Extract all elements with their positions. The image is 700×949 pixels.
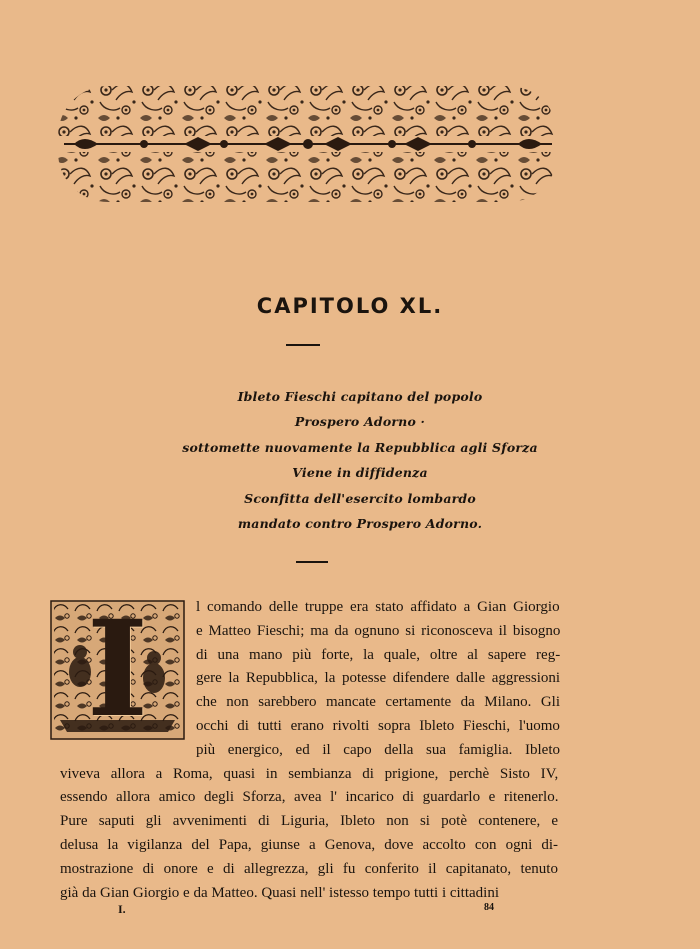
summary-line: Sconfitta dell'esercito lombardo bbox=[244, 490, 476, 506]
text-line: l comando delle truppe era stato affidato a Gian Giorgio bbox=[196, 599, 560, 615]
summary-line: Viene in diffidenza bbox=[292, 465, 428, 481]
summary-line: sottomette nuovamente la Repubblica agli Sforza bbox=[182, 439, 538, 455]
floral-ornament-icon bbox=[54, 80, 562, 208]
summary-line: mandato contro Prospero Adorno. bbox=[237, 516, 483, 532]
text-line: e Matteo Fieschi; ma da ognuno si riconosceva il bisogno bbox=[196, 622, 561, 639]
chapter-summary bbox=[40, 384, 680, 536]
text-line: già da Gian Giorgio e da Matteo. Quasi nell' istesso tempo tutti i cittadini bbox=[60, 884, 500, 901]
text-line: Pure saputi gli avvenimenti di Liguria, Ibleto non si potè contenere, e bbox=[60, 813, 559, 830]
decorative-header-ornament bbox=[54, 80, 562, 208]
text-line: più energico, ed il capo della sua famiglia. Ibleto bbox=[196, 741, 560, 758]
text-line: viveva allora a Roma, quasi in sembianza di prigione, perchè Sisto IV, bbox=[60, 765, 559, 782]
text-line: di una mano più forte, la quale, oltre al sapere reg- bbox=[196, 646, 561, 663]
text-line: occhi di tutti erano rivolti sopra Ibleto Fieschi, l'uomo bbox=[196, 718, 560, 734]
text-line: gere la Repubblica, la potesse difendere dalle aggressioni bbox=[196, 670, 561, 687]
summary-line: Ibleto Fieschi capitano del popolo bbox=[237, 389, 483, 404]
text-line: delusa la vigilanza del Papa, giunse a Genova, dove accolto con ogni di- bbox=[60, 837, 558, 853]
text-line: essendo allora amico degli Sforza, avea l' incarico di guardarlo e ritenerlo. bbox=[60, 789, 559, 806]
signature-mark: I. bbox=[118, 902, 126, 916]
summary-line: Prospero Adorno · bbox=[294, 414, 426, 430]
summary-divider bbox=[296, 561, 328, 563]
text-line: che non sarebbero mancate certamente da Milano. Gli bbox=[196, 694, 560, 711]
chapter-title: CAPITOLO XL. bbox=[256, 294, 444, 318]
illuminated-initial bbox=[50, 592, 185, 747]
text-line: mostrazione di onore e di allegrezza, gli fu conferito il capitanato, tenuto bbox=[60, 860, 558, 877]
page-number: 84 bbox=[484, 902, 494, 913]
initial-letter: I bbox=[86, 592, 149, 747]
title-divider bbox=[286, 344, 320, 346]
